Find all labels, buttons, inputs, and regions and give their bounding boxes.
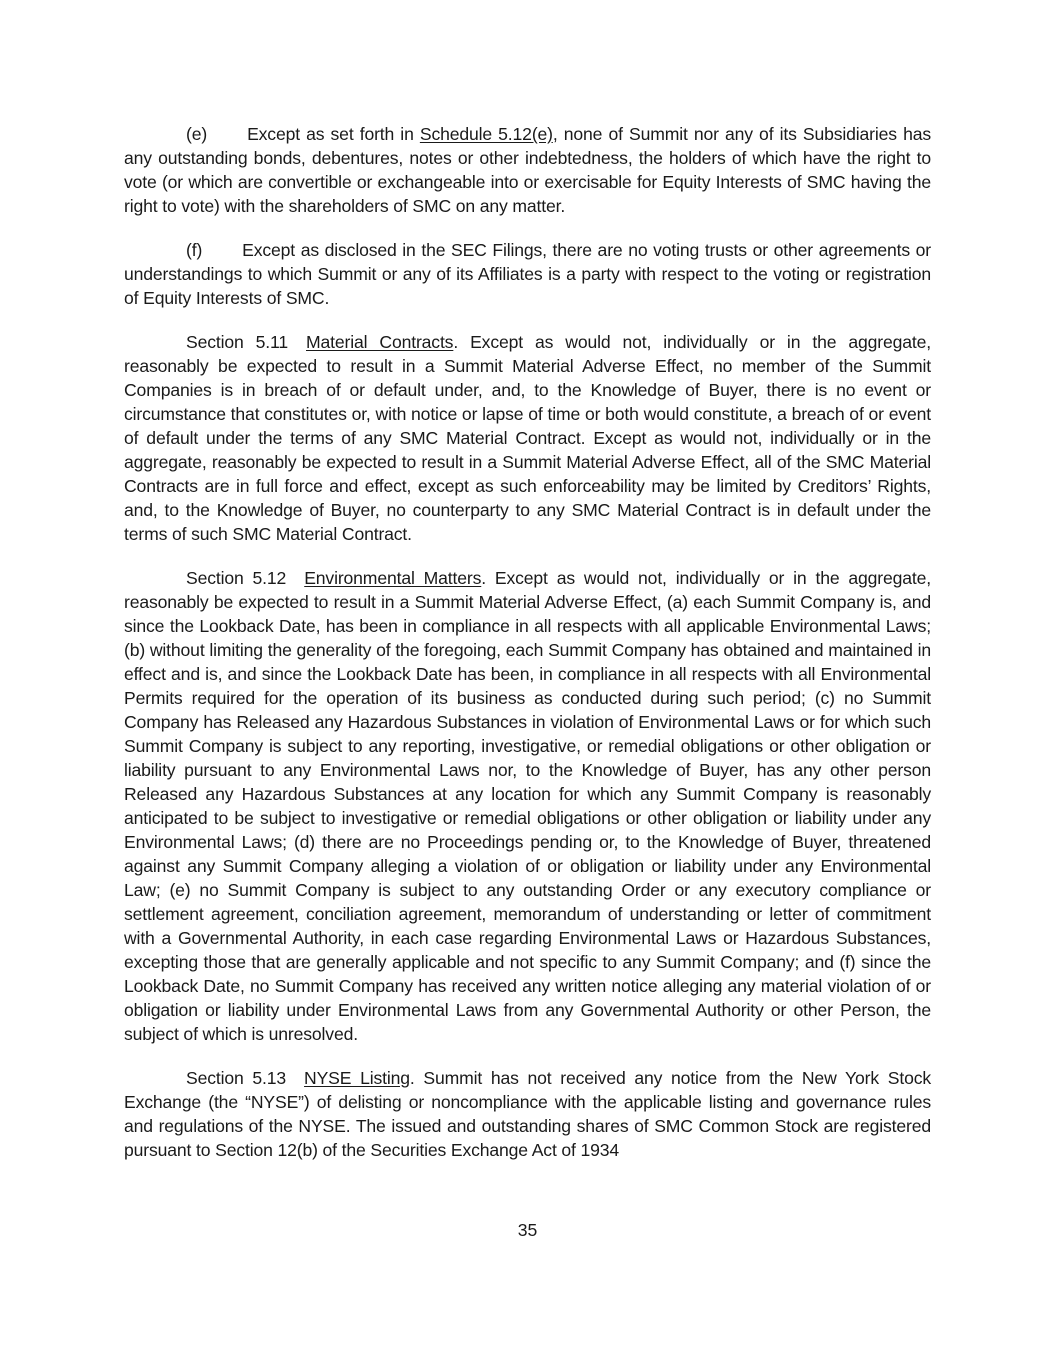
section-text: . Except as would not, individually or in the aggregate, reasonably be expected to result in a Summit Material Adverse Effect, (a) each Summit Company is, and since the Lookback Date, has been in compliance in all respects with all applicable Environmental Laws; (b) without limiting the generality of the foregoing, each Summit Company has obtained and maintained in effect and is, and since the Lookback Date has been, in compliance in all respects with all Environmental Permits required for the operation of its business as conducted during such period; (c) no Summit Company has Released any Hazardous Substances in violation of Environmental Laws or for which such Summit Company is subject to any reporting, investigative, or remedial obligations or other obligation or liability pursuant to any Environmental Laws nor, to the Knowledge of Buyer, has any other person Released any Hazardous Substances at any location for which any Summit Company is reasonably anticipated to be subject to investigative or remedial obligations or other obligation or liability under any Environmental Laws; (d) there are no Proceedings pending or, to the Knowledge of Buyer, threatened against any Summit Company alleging a violation of or obligation or liability under any Environmental Law; (e) no Summit Company is subject to any outstanding Order or any executory compliance or settlement agreement, conciliation agreement, memorandum of understanding or letter of commitment with a Governmental Authority, in each case regarding Environmental Laws or Hazardous Substances, excepting those that are generally applicable and not specific to any Summit Company; and (f) since the Lookback Date, no Summit Company has received any written notice alleging any material violation of or obligation or liability under Environmental Laws from any Governmental Authority or other Person, the subject of which is unresolved. (124, 568, 932, 1044)
paragraph-label: (f) (186, 240, 203, 260)
section-5-12 (124, 566, 931, 1046)
document-body (124, 122, 931, 1162)
section-text: . Except as would not, individually or in the aggregate, reasonably be expected to result in a Summit Material Adverse Effect, no member of the Summit Companies is in breach of or default under, and, to the Knowledge of Buyer, there is no event or circumstance that constitutes or, with notice or lapse of time or both would constitute, a breach of or event of default under the terms of any SMC Material Contract. Except as would not, individually or in the aggregate, reasonably be expected to result in a Summit Material Adverse Effect, all of the SMC Material Contracts are in full force and effect, except as such enforceability may be limited by Creditors’ Rights, and, to the Knowledge of Buyer, no counterparty to any SMC Material Contract is in default under the terms of such SMC Material Contract. (124, 332, 931, 544)
section-heading: Environmental Matters (304, 568, 482, 588)
section-number: Section 5.11 (186, 332, 288, 352)
paragraph-f (124, 238, 931, 310)
section-text: . Summit has not received any notice from the New York Stock Exchange (the “NYSE”) of delisting or noncompliance with the applicable listing and governance rules and regulations of the NYSE. The issued and outstanding shares of SMC Common Stock are registered pursuant to Section 12(b) of the Securities Exchange Act of 1934 (124, 1068, 932, 1160)
section-number: Section 5.12 (186, 568, 287, 588)
paragraph-label: (e) (186, 124, 208, 144)
paragraph-text: Except as set forth in (247, 124, 420, 144)
section-5-11 (124, 330, 931, 546)
paragraph-e (124, 122, 931, 218)
section-heading: Material Contracts (306, 332, 454, 352)
schedule-reference: Schedule 5.12(e) (419, 124, 553, 144)
section-5-13 (124, 1066, 931, 1162)
section-number: Section 5.13 (186, 1068, 287, 1088)
paragraph-text: Except as disclosed in the SEC Filings, there are no voting trusts or other agreements or understandings to which Summit or any of its Affiliates is a party with respect to the voting or registration of Equity Interests of SMC. (124, 240, 931, 308)
section-heading: NYSE Listing (304, 1068, 410, 1088)
page-number: 35 (517, 1220, 538, 1240)
paragraph-text: , none of Summit nor any of its Subsidiaries has any outstanding bonds, debentures, notes or other indebtedness, the holders of which have the right to vote (or which are convertible or exchangeable into or exercisable for Equity Interests of SMC having the right to vote) with the shareholders of SMC on any matter. (124, 124, 931, 216)
